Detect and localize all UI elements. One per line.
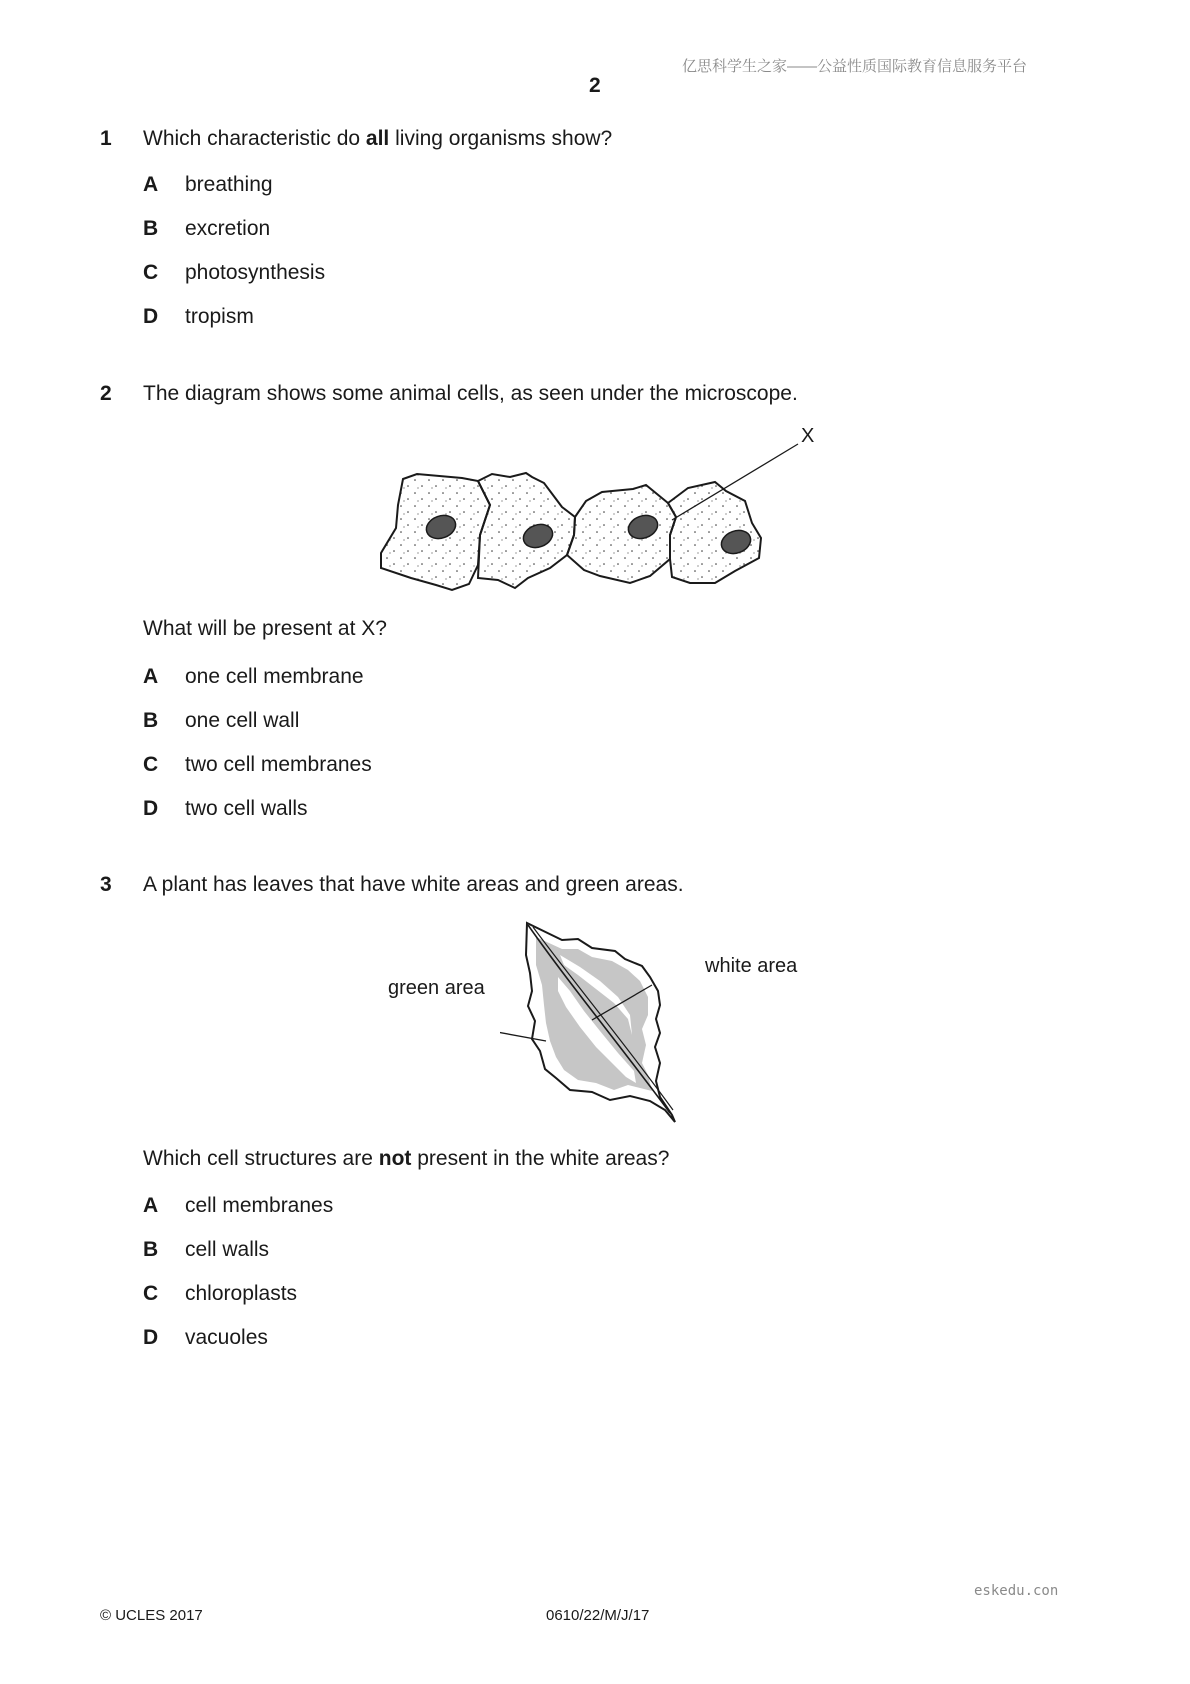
cell-3	[567, 485, 676, 583]
option-text: one cell wall	[185, 709, 300, 732]
question-stem: The diagram shows some animal cells, as seen under the microscope.	[143, 382, 798, 405]
prompt-emphasis: not	[378, 1147, 412, 1170]
option-letter: A	[143, 173, 159, 196]
option-letter: D	[143, 797, 159, 820]
animal-cells-diagram	[370, 425, 820, 605]
option-text: one cell membrane	[185, 665, 364, 688]
option-letter: A	[143, 665, 159, 688]
page-number: 2	[589, 74, 601, 97]
footer-copyright: © UCLES 2017	[100, 1607, 203, 1624]
label-x: X	[801, 425, 815, 447]
option-text: chloroplasts	[185, 1282, 298, 1305]
option-text: cell walls	[185, 1238, 270, 1261]
option-text: excretion	[185, 217, 271, 240]
option-letter: A	[143, 1194, 159, 1217]
question-number: 3	[100, 873, 112, 896]
option-text: photosynthesis	[185, 261, 326, 284]
option-text: breathing	[185, 173, 273, 196]
option-letter: B	[143, 217, 159, 240]
option-letter: B	[143, 1238, 159, 1261]
option-letter: C	[143, 753, 159, 776]
option-letter: D	[143, 1326, 159, 1349]
variegated-leaf-diagram	[500, 915, 730, 1125]
question-prompt	[143, 1147, 669, 1171]
stem-emphasis: all	[365, 127, 390, 150]
green-area-label: green area	[388, 977, 485, 999]
option-text: two cell membranes	[185, 753, 372, 776]
white-area-label: white area	[705, 955, 798, 977]
prompt-text: Which cell structures are	[143, 1147, 379, 1170]
question-prompt: What will be present at X?	[143, 617, 387, 640]
question-stem: A plant has leaves that have white areas and green areas.	[143, 873, 684, 896]
stem-text: Which characteristic do	[143, 127, 366, 150]
option-letter: C	[143, 261, 159, 284]
watermark-text: 亿思科学生之家——公益性质国际教育信息服务平台	[682, 58, 1028, 75]
stem-text: living organisms show?	[389, 127, 613, 150]
site-watermark: eskedu.con	[974, 1583, 1059, 1599]
prompt-text: present in the white areas?	[411, 1147, 670, 1170]
option-text: vacuoles	[185, 1326, 268, 1349]
option-letter: D	[143, 305, 159, 328]
question-number: 1	[100, 127, 112, 150]
option-letter: B	[143, 709, 159, 732]
question-number: 2	[100, 382, 112, 405]
footer-paper-code: 0610/22/M/J/17	[546, 1607, 650, 1624]
question-stem	[143, 127, 612, 151]
option-text: tropism	[185, 305, 254, 328]
option-text: two cell walls	[185, 797, 308, 820]
option-letter: C	[143, 1282, 159, 1305]
option-text: cell membranes	[185, 1194, 334, 1217]
